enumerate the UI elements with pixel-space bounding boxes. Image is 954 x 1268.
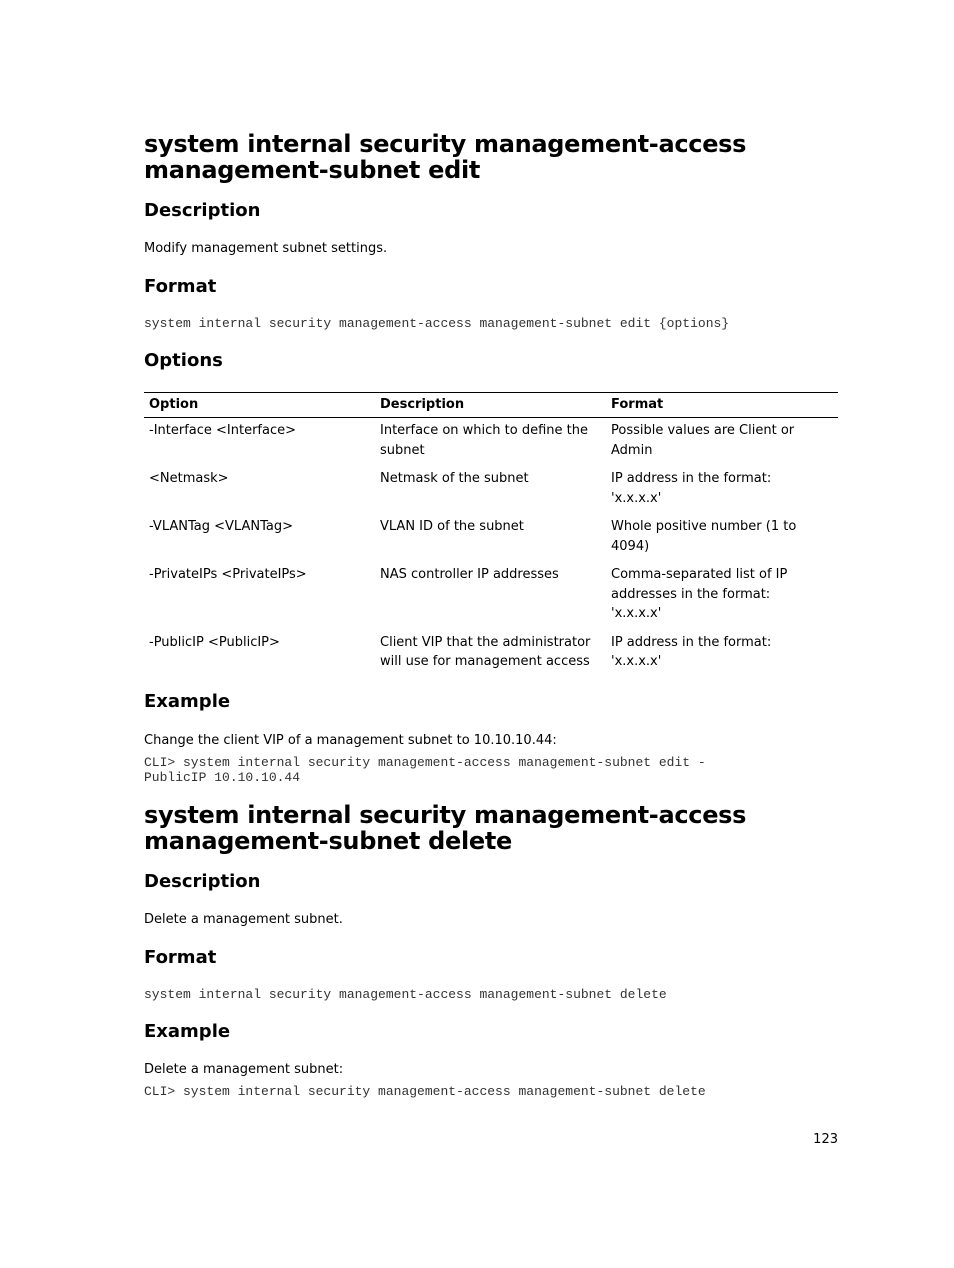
section-title-edit xyxy=(144,131,838,183)
section-title-delete xyxy=(144,802,838,854)
document-page xyxy=(144,128,838,1099)
example-text: Change the client VIP of a management subnet to 10.10.10.44: xyxy=(144,732,557,748)
format-heading: Format xyxy=(144,946,217,968)
table-cell: -VLANTag <VLANTag> xyxy=(149,519,293,534)
table-row xyxy=(144,418,838,467)
options-table xyxy=(144,392,838,678)
options-heading: Options xyxy=(144,350,223,371)
description-text: Modify management subnet settings. xyxy=(144,241,388,256)
table-row xyxy=(144,514,838,562)
table-cell: Interface on which to define the subnet xyxy=(380,423,588,458)
format-heading: Format xyxy=(144,276,217,297)
table-cell: -PrivateIPs <PrivateIPs> xyxy=(149,567,307,582)
example-heading: Example xyxy=(144,690,231,712)
description-text: Delete a management subnet. xyxy=(144,911,343,927)
description-heading: Description xyxy=(144,870,261,892)
example-heading: Example xyxy=(144,1020,231,1042)
title-line-1: system internal security management-access xyxy=(144,130,747,158)
table-cell: VLAN ID of the subnet xyxy=(380,519,524,534)
table-cell: -PublicIP <PublicIP> xyxy=(149,634,280,650)
example-code xyxy=(144,755,838,785)
format-code: system internal security management-access management-subnet edit {options} xyxy=(144,316,730,331)
example-code-line-2: PublicIP 10.10.10.44 xyxy=(144,769,301,785)
column-header-description: Description xyxy=(375,393,606,418)
column-header-option: Option xyxy=(144,393,375,418)
table-row xyxy=(144,630,838,678)
example-code-line-1: CLI> system internal security management-access management-subnet edit - xyxy=(144,754,706,770)
table-cell: Possible values are Client or Admin xyxy=(611,423,795,458)
format-code: system internal security management-access management-subnet delete xyxy=(144,986,667,1002)
table-cell: Client VIP that the administrator will use for management access xyxy=(380,634,591,669)
column-header-format: Format xyxy=(606,393,838,418)
table-cell: IP address in the format: 'x.x.x.x' xyxy=(611,471,772,506)
example-text: Delete a management subnet: xyxy=(144,1061,344,1077)
title-line-2: management-subnet delete xyxy=(144,826,512,855)
example-code: CLI> system internal security management-access management-subnet delete xyxy=(144,1083,706,1099)
table-cell: -Interface <Interface> xyxy=(149,423,297,438)
description-heading: Description xyxy=(144,200,261,221)
table-cell: IP address in the format: 'x.x.x.x' xyxy=(611,634,772,669)
table-cell: Whole positive number (1 to 4094) xyxy=(611,519,797,554)
title-line-1: system internal security management-access xyxy=(144,800,747,829)
table-row xyxy=(144,562,838,630)
page-number: 123 xyxy=(813,1132,838,1147)
title-line-2: management-subnet edit xyxy=(144,156,481,184)
table-cell: Netmask of the subnet xyxy=(380,471,529,486)
table-cell: NAS controller IP addresses xyxy=(380,567,559,582)
table-header-row xyxy=(144,393,838,418)
table-cell: <Netmask> xyxy=(149,471,229,486)
table-row xyxy=(144,466,838,514)
table-cell: Comma-separated list of IP addresses in the format: 'x.x.x.x' xyxy=(611,567,788,621)
